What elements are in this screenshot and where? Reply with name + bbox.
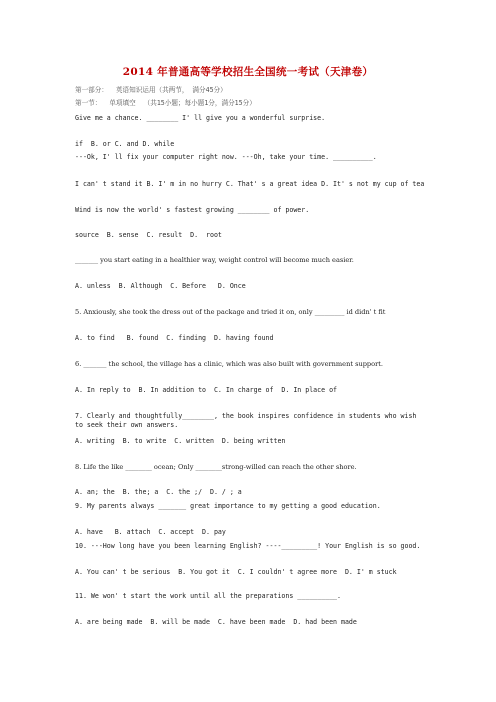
question-5-options: A. to find B. found C. finding D. having found (75, 334, 274, 342)
exam-title: 2014 年普通高等学校招生全国统一考试（天津卷） (122, 66, 374, 78)
question-11-options: A. are being made B. will be made C. have been made D. had been made (75, 618, 357, 626)
question-10-options: A. You can' t be serious B. You got it C. I couldn' t agree more D. I' m stuck (75, 568, 397, 576)
question-3: Wind is now the world' s fastest growing ________ of power. (75, 206, 310, 214)
section-heading: 第一节： 单项填空 （共15小题；每小题1分，满分15分） (75, 99, 256, 107)
question-7-options: A. writing B. to write C. written D. being written (75, 437, 286, 445)
question-6-options: A. In reply to B. In addition to C. In charge of D. In place of (75, 386, 338, 394)
question-4: _______ you start eating in a healthier way, weight control will become much easier. (75, 256, 354, 264)
question-6: 6. _______ the school, the village has a clinic, which was also built with government support. (75, 360, 384, 368)
question-3-options: source B. sense C. result D. root (75, 231, 222, 239)
question-9: 9. My parents always _______ great importance to my getting a good education. (75, 502, 381, 510)
question-7: 7. Clearly and thoughtfully________, the book inspires confidence in students who wish to seek their own answers. (75, 412, 417, 429)
question-8: 8. Life the like ________ ocean; Only ________strong-willed can reach the other shore. (75, 463, 357, 471)
question-2-options: I can' t stand it B. I' m in no hurry C. That' s a great idea D. It' s not my cup of tea (75, 180, 425, 188)
question-10: 10. ---How long have you been learning English? ----_________! Your English is so good. (75, 542, 421, 550)
question-8-options: A. an; the B. the; a C. the ;/ D. / ; a (75, 488, 242, 496)
question-5: 5. Anxiously, she took the dress out of the package and tried it on, only _________ id didn' t fit (75, 308, 386, 316)
part-heading: 第一部分： 英语知识运用（共两节， 满分45分） (75, 86, 227, 94)
question-9-options: A. have B. attach C. accept D. pay (75, 528, 226, 536)
question-1-options: if B. or C. and D. while (75, 140, 175, 148)
question-2: ---Ok, I' ll fix your computer right now. ---Oh, take your time. __________. (75, 153, 377, 161)
question-11: 11. We won' t start the work until all the preparations __________. (75, 592, 341, 600)
question-1: Give me a chance. ________ I' ll give you a wonderful surprise. (75, 114, 326, 122)
question-4-options: A. unless B. Although C. Before D. Once (75, 282, 246, 290)
